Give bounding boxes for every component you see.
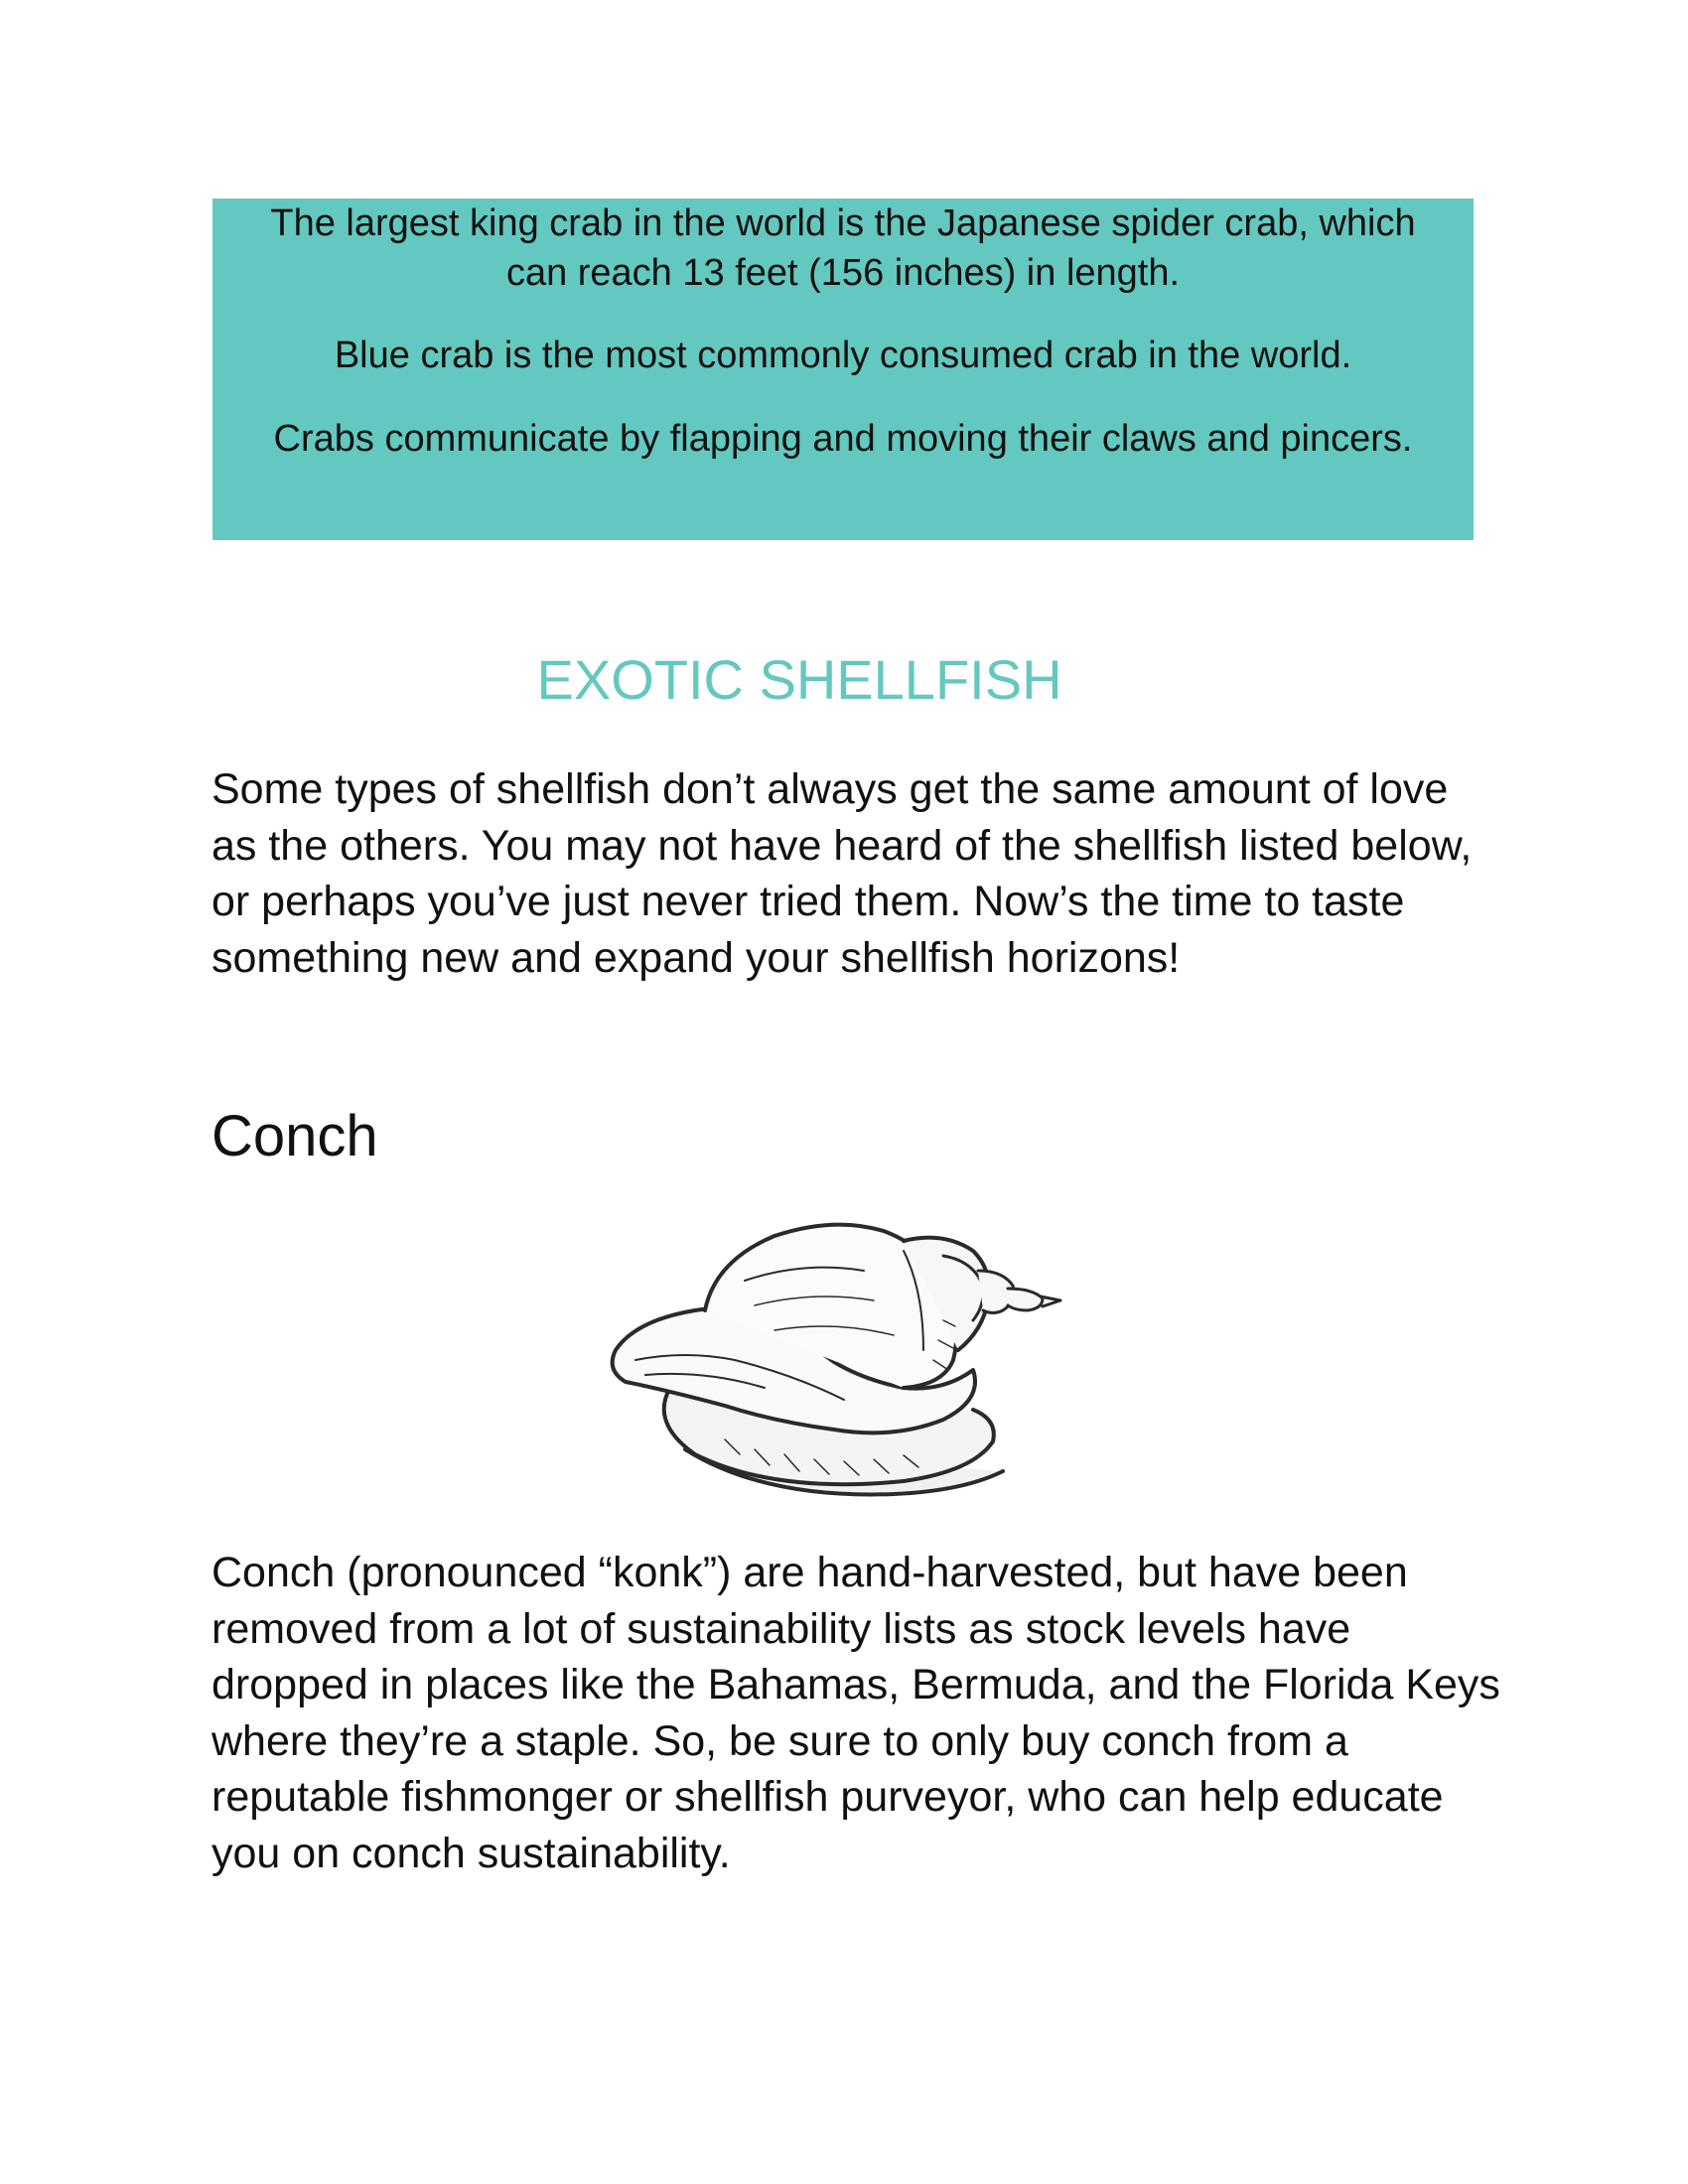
section-title: EXOTIC SHELLFISH <box>536 648 1062 711</box>
conch-description: Conch (pronounced “konk”) are hand-harvested, but have been removed from a lot of sustainability lists as stock levels have dropped in places like the Bahamas, Bermuda, and the Florida Keys where they’re a staple. So, be sure to only buy conch from a reputable fishmonger or shellfish purveyor, who can help educate you on conch sustainability. <box>211 1549 1500 1877</box>
crab-fact-2: Blue crab is the most commonly consumed crab in the world. <box>334 335 1352 376</box>
intro-paragraph: Some types of shellfish don’t always get the same amount of love as the others. You may not have heard of the shellfish listed below, or perhaps you’ve just never tried them. Now’s the time to taste something new and expand your shellfish horizons! <box>211 765 1473 982</box>
conch-shell-illustration <box>606 1211 1082 1509</box>
crab-fact-1: The largest king crab in the world is the Japanese spider crab, which can reach 13 feet (156 inches) in length. <box>270 203 1416 294</box>
conch-heading: Conch <box>211 1104 378 1168</box>
crab-facts-box <box>212 199 1474 540</box>
crab-fact-3: Crabs communicate by flapping and moving their claws and pincers. <box>273 418 1413 460</box>
